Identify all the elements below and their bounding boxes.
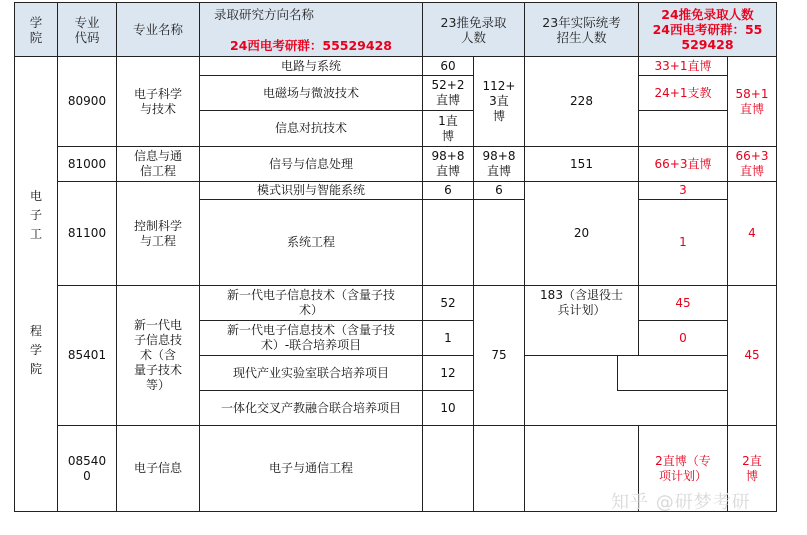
header-direction-promo: 24西电考研群：55529428 [230, 37, 392, 53]
major-name: 新一代电 子信息技 术（含 量子技术 等） [133, 318, 182, 392]
exempt-23-value: 1 [444, 330, 452, 345]
direction-name: 现代产业实验室联合培养项目 [232, 365, 389, 380]
exam-23-value: 183（含退役士 兵计划） [540, 288, 623, 317]
exempt-24-value: 1 [679, 235, 687, 249]
exempt-23-group-value: 98+8 直博 [482, 149, 516, 178]
direction-name: 信号与信息处理 [268, 156, 353, 171]
college-name-top: 电 子 工 [29, 188, 42, 241]
direction-name: 电子与通信工程 [268, 461, 353, 475]
rule [617, 355, 618, 391]
exempt-24-value: 66+3直博 [654, 156, 712, 171]
exempt-24-total: 45 [744, 348, 760, 362]
header-exam-23: 23年实际统考 招生人数 [542, 14, 621, 45]
major-code: 81000 [67, 156, 107, 171]
rule [639, 110, 727, 111]
exempt-23-group-value: 112+ 3直 博 [482, 79, 516, 123]
header-major-name: 专业名称 [132, 22, 183, 37]
major-code: 80900 [67, 94, 107, 108]
exempt-23-value: 10 [440, 400, 456, 415]
exempt-23-value: 12 [440, 365, 456, 380]
exempt-24-total: 66+3 直博 [735, 149, 769, 178]
exempt-23-value: 52+2 直博 [431, 78, 465, 107]
direction-name: 信息对抗技术 [274, 121, 347, 135]
exempt-24-value: 33+1直博 [654, 58, 712, 73]
rule [525, 355, 727, 356]
major-name: 信息与通 信工程 [133, 149, 182, 178]
exam-23-value: 20 [573, 226, 590, 240]
header-exempt-23: 23推免录取 人数 [440, 14, 507, 45]
direction-name: 一体化交叉产教融合联合培养项目 [220, 400, 401, 415]
major-code: 81100 [67, 226, 107, 240]
exempt-24-value: 0 [679, 330, 687, 345]
direction-name: 电路与系统 [280, 58, 341, 73]
header-exempt-24: 24推免录取人数 24西电考研群：55 529428 [652, 7, 763, 52]
exam-23-value: 151 [570, 156, 593, 171]
rule [776, 2, 777, 512]
major-code: 85401 [67, 348, 107, 362]
direction-name: 新一代电子信息技术（含量子技 术） [226, 288, 395, 317]
exempt-24-value: 3 [679, 183, 687, 197]
rule [617, 390, 727, 391]
header-direction-title: 录取研究方向名称 [214, 6, 315, 22]
major-name: 控制科学 与工程 [133, 218, 182, 248]
major-name: 电子科学 与技术 [133, 86, 182, 116]
exempt-24-value: 2直博（专 项计划） [655, 453, 711, 483]
exempt-23-value: 52 [440, 295, 456, 310]
exempt-24-total: 58+1 直博 [735, 86, 769, 116]
header-major-code: 专业 代码 [74, 14, 100, 45]
major-name: 电子信息 [133, 461, 182, 475]
exempt-24-value: 45 [675, 295, 691, 310]
exempt-23-group-value: 75 [491, 348, 507, 362]
exempt-23-group-value: 6 [495, 183, 503, 197]
exempt-24-total: 2直 博 [742, 453, 762, 483]
rule [14, 2, 15, 512]
exempt-24-total: 4 [748, 226, 756, 240]
exempt-23-value: 60 [440, 58, 456, 73]
exempt-23-value: 6 [444, 183, 452, 197]
exempt-23-value: 1直 博 [438, 113, 458, 143]
direction-name: 模式识别与智能系统 [256, 183, 365, 197]
watermark: 知乎 @研梦考研 [611, 492, 751, 513]
exam-23-value: 228 [570, 94, 593, 108]
direction-name: 系统工程 [286, 235, 335, 249]
direction-name: 电磁场与微波技术 [262, 85, 359, 100]
exempt-23-value: 98+8 直博 [431, 149, 465, 178]
exempt-24-value: 24+1支教 [654, 85, 712, 100]
major-code: 08540 0 [67, 453, 107, 483]
direction-name: 新一代电子信息技术（含量子技 术）-联合培养项目 [226, 323, 395, 352]
college-name-bottom: 程 学 院 [29, 323, 42, 376]
header-college: 学 院 [29, 14, 43, 45]
